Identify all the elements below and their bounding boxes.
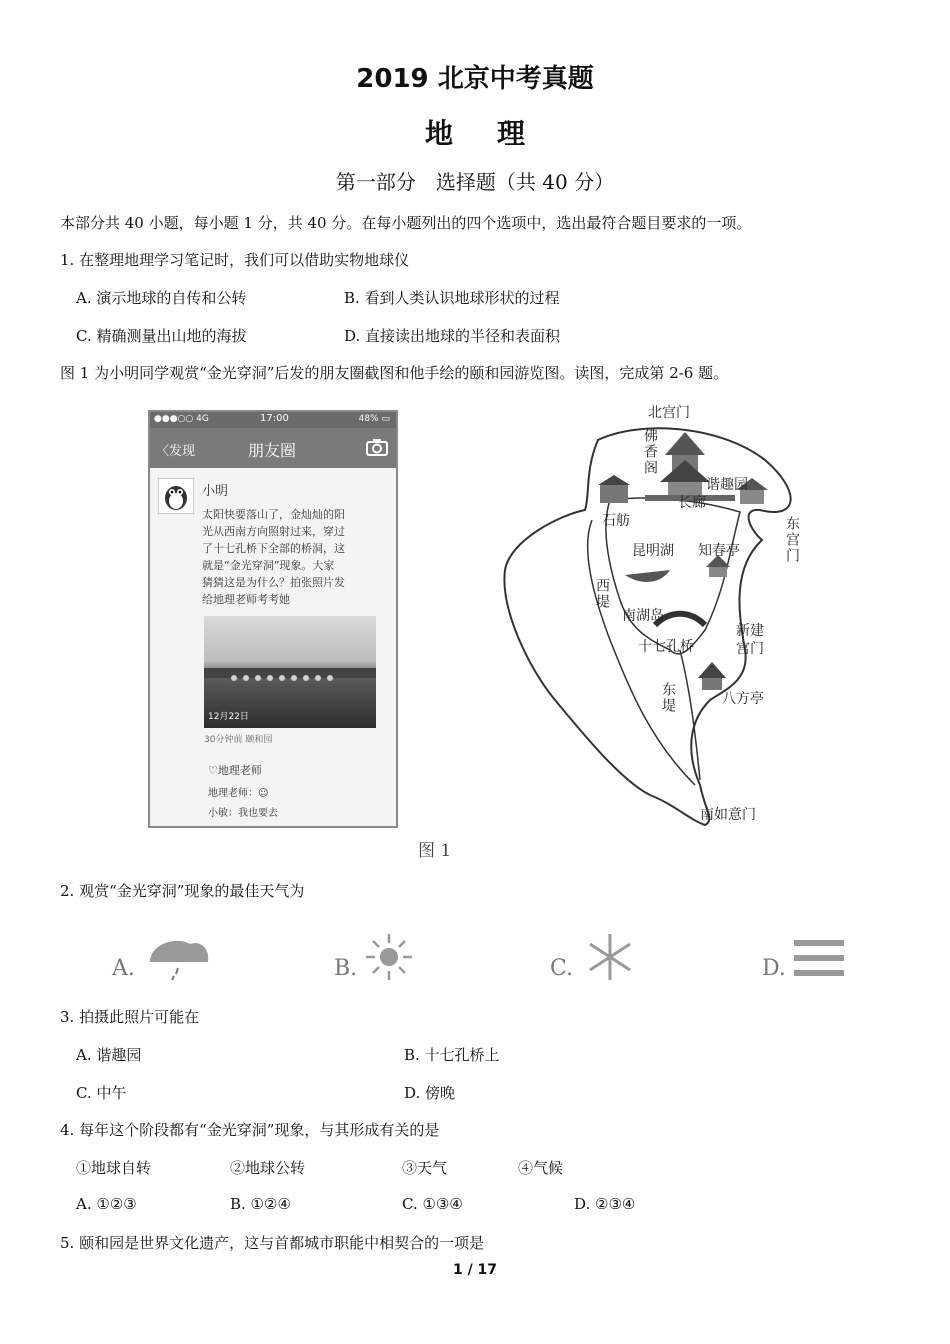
question-2-label-d: D.: [762, 956, 786, 981]
question-4-option-d: D. ②③④: [574, 1195, 636, 1213]
post-text: 太阳快要落山了，金灿灿的阳 光从西南方向照射过来，穿过 了十七孔桥下全部的桥洞，这 就是“金光穿洞”现象。大家 猜猜这是为什么？拍张照片发 给地理老师考考她: [202, 508, 345, 606]
question-3-option-c: C. 中午: [76, 1084, 127, 1102]
question-4-item-2: ②地球公转: [230, 1159, 306, 1177]
section-intro: 本部分共 40 小题，每小题 1 分，共 40 分。在每小题列出的四个选项中，选出最符合题目要求的一项。: [60, 214, 752, 232]
post-author: 小明: [202, 484, 229, 499]
question-4-option-a: A. ①②③: [76, 1195, 137, 1213]
moments-title: 朋友圈: [248, 441, 297, 460]
question-4-option-c: C. ①③④: [402, 1195, 463, 1213]
figure-caption: 图 1: [418, 841, 452, 861]
question-4-option-b: B. ①②④: [230, 1195, 291, 1213]
phone-nav-bar: [150, 428, 396, 468]
map-label-changlang: 长廊: [678, 495, 706, 511]
question-4-item-4: ④气候: [518, 1159, 564, 1177]
question-3-option-a: A. 谐趣园: [76, 1046, 142, 1064]
question-4-item-1: ①地球自转: [76, 1159, 152, 1177]
subject-title: 地理: [424, 117, 569, 150]
map-label-nanhudao: 南湖岛: [622, 608, 664, 624]
question-4-item-3: ③天气: [402, 1159, 448, 1177]
map-label-south-gate: 南如意门: [700, 807, 756, 823]
section-title: 第一部分 选择题（共 40 分）: [335, 170, 615, 194]
map-label-xidi: 西堤: [594, 578, 610, 610]
map-label-xiequyuan: 谐趣园: [706, 477, 748, 493]
signal-indicator: ●●●○○ 4G: [154, 414, 209, 424]
map-label-new-gate: 新建宫门: [736, 623, 764, 657]
question-1-option-a: A. 演示地球的自传和公转: [76, 289, 247, 307]
post-likes: ♡地理老师: [208, 764, 262, 777]
question-4-stem: 4. 每年这个阶段都有“金光穿洞”现象，与其形成有关的是: [60, 1121, 440, 1139]
question-1-option-d: D. 直接读出地球的半径和表面积: [344, 327, 561, 345]
question-1-option-b: B. 看到人类认识地球形状的过程: [344, 289, 560, 307]
map-label-foxiangge: 佛香阁: [642, 428, 658, 476]
question-3-stem: 3. 拍摄此照片可能在: [60, 1008, 200, 1026]
map-label-qikongqiao: 十七孔桥: [638, 639, 694, 655]
map-label-east-gate: 东宫门: [784, 516, 800, 564]
back-link: 〈发现: [156, 444, 196, 459]
question-5-stem: 5. 颐和园是世界文化遗产，这与首都城市职能中相契合的一项是: [60, 1234, 485, 1252]
phone-status-bar: [150, 412, 396, 428]
question-2-label-a: A.: [112, 956, 135, 981]
post-comment-xiaomin: 小敏：我也要去: [208, 808, 278, 819]
question-1-stem: 1. 在整理地理学习笔记时，我们可以借助实物地球仪: [60, 251, 410, 269]
shifang-boat-icon: [598, 475, 630, 503]
wechat-moments-screenshot: [148, 410, 398, 828]
rain-cloud-icon: [146, 936, 212, 982]
post-meta: 30分钟前 颐和园: [204, 735, 273, 745]
page-number: 1 / 17: [452, 1262, 498, 1278]
golden-light-photo: [204, 616, 376, 728]
map-label-shifang: 石舫: [602, 513, 630, 529]
smile-emoji-icon: ☺: [258, 788, 269, 799]
question-3-option-b: B. 十七孔桥上: [404, 1046, 500, 1064]
question-2-label-b: B.: [334, 956, 358, 981]
bafangting-pavilion-icon: [698, 662, 726, 690]
question-2-label-c: C.: [550, 956, 574, 981]
map-label-north-gate: 北宫门: [648, 405, 690, 421]
question-3-option-d: D. 傍晚: [404, 1084, 456, 1102]
summer-palace-map: [500, 400, 800, 830]
phone-time: 17:00: [260, 413, 289, 424]
fog-icon: [794, 938, 846, 978]
post-comment-teacher: 地理老师：☺: [208, 788, 269, 799]
map-label-zhichunting: 知春亭: [698, 543, 740, 559]
exam-title: 2019 北京中考真题: [356, 64, 594, 94]
snowflake-icon: [584, 932, 636, 982]
boat-icon: [625, 570, 670, 582]
question-2-stem: 2. 观赏“金光穿洞”现象的最佳天气为: [60, 882, 305, 900]
sun-icon: [364, 932, 414, 982]
battery-indicator: 48% ▭: [358, 414, 390, 424]
map-label-bafangting: 八方亭: [722, 691, 764, 707]
map-label-dongdi: 东堤: [660, 682, 676, 714]
figure-intro: 图 1 为小明同学观赏“金光穿洞”后发的朋友圈截图和他手绘的颐和园游览图。读图，完成第 2-6 题。: [60, 364, 729, 382]
foxiangge-pagoda-icon: [660, 432, 710, 498]
photo-date: 12月22日: [208, 712, 249, 722]
question-1-option-c: C. 精确测量出山地的海拔: [76, 327, 247, 345]
map-label-kunming-lake: 昆明湖: [632, 543, 674, 559]
penguin-avatar: [158, 478, 194, 514]
camera-icon: [366, 438, 388, 456]
